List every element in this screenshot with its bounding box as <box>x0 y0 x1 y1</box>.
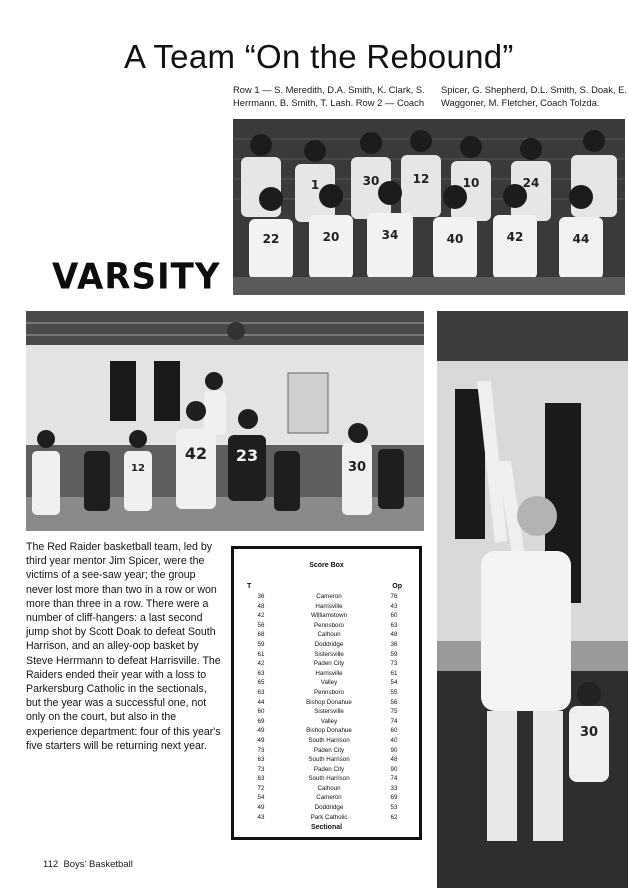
jump-shot-image <box>437 311 628 888</box>
opponent-score: 43 <box>390 602 398 610</box>
score-row <box>234 813 419 823</box>
opponent-score: 36 <box>390 640 398 648</box>
score-box-footer: Sectional <box>310 824 343 831</box>
opponent-score: 76 <box>390 593 398 600</box>
opponent-name: Park Catholic <box>310 813 348 821</box>
opponent-name: Williamstown <box>310 612 348 620</box>
opponent-score: 40 <box>390 736 398 744</box>
score-row <box>234 688 419 698</box>
opponent-name: Paden City <box>313 765 345 773</box>
jersey-number: 30 <box>362 174 380 188</box>
jersey-number: 22 <box>262 232 280 246</box>
team-score: 49 <box>257 727 265 735</box>
opponent-name: Paden City <box>313 660 345 668</box>
opponent-name: Valley <box>320 679 338 687</box>
score-row <box>234 717 419 727</box>
game-action-photo <box>26 311 424 531</box>
opponent-score: 90 <box>390 746 398 754</box>
team-score: 36 <box>257 593 265 600</box>
opponent-name: Calhoun <box>317 631 341 639</box>
team-score: 56 <box>257 621 265 629</box>
score-row <box>234 621 419 631</box>
team-score: 42 <box>257 612 265 620</box>
score-row <box>234 669 419 679</box>
jersey-number: 34 <box>381 228 399 242</box>
page-footer <box>43 859 133 870</box>
opponent-score: 75 <box>390 708 398 716</box>
opponent-score: 63 <box>390 621 398 629</box>
page-number: 112 <box>43 859 59 870</box>
opponent-score: 60 <box>390 612 398 620</box>
score-row <box>234 765 419 775</box>
score-row <box>234 592 419 602</box>
team-score: 63 <box>257 775 265 783</box>
opponent-name: South Harrison <box>308 756 350 764</box>
team-score: 61 <box>257 650 265 658</box>
score-box-header-team: T <box>247 583 252 590</box>
opponent-score: 73 <box>390 660 398 668</box>
opponent-name: Sistersville <box>314 650 344 658</box>
team-score: 65 <box>257 679 265 687</box>
jersey-number: 30 <box>579 725 599 740</box>
opponent-name: Calhoun <box>317 784 341 792</box>
article-body: The Red Raider basketball team, led by third year mentor Jim Spicer, were the victims of a see-saw year; the group never lost more than two in a row or won more than three in a row. There were a number of cliff-hangers: a last second jump shot by Scott Doak to defeat South Harrison, and an alley-oop basket by Steve Herrmann to defeat Harrisville. The Raiders ended their year with a loss to Parkersburg Catholic in the sectionals, but the year was a successful one, not only on the court, but also in the experience department: four of this year's five starters will be returning next year. <box>26 541 221 752</box>
page-title: A Team “On the Rebound” <box>124 38 514 75</box>
jersey-number: 12 <box>131 463 145 474</box>
opponent-name: Bishop Donahue <box>306 727 352 735</box>
score-row <box>234 793 419 803</box>
jersey-number: 1 <box>310 178 320 192</box>
jump-shot-photo <box>437 311 628 888</box>
jersey-number: 10 <box>462 176 480 190</box>
opponent-score: 54 <box>390 679 398 687</box>
opponent-name: Cameron <box>316 794 342 802</box>
team-score: 63 <box>257 756 265 764</box>
photo-caption-right: Spicer, G. Shepherd, D.L. Smith, S. Doak, E. Waggoner, M. Fletcher, Coach Tolzda. <box>441 84 628 108</box>
score-row <box>234 803 419 813</box>
score-row <box>234 659 419 669</box>
opponent-score: 69 <box>390 794 398 802</box>
opponent-score: 53 <box>390 804 398 812</box>
score-row <box>234 755 419 765</box>
score-row <box>234 611 419 621</box>
opponent-name: South Harrison <box>308 775 350 783</box>
score-row <box>234 602 419 612</box>
opponent-score: 74 <box>390 775 398 783</box>
score-row <box>234 726 419 736</box>
team-photo <box>233 119 625 295</box>
opponent-name: Pennsboro <box>314 688 344 696</box>
team-score: 42 <box>257 660 265 668</box>
opponent-score: 55 <box>390 688 398 696</box>
opponent-name: Valley <box>320 717 338 725</box>
team-score: 48 <box>257 602 265 610</box>
score-row <box>234 630 419 640</box>
score-box-rows <box>234 592 419 822</box>
score-row <box>234 746 419 756</box>
team-score: 43 <box>257 813 265 821</box>
team-score: 49 <box>257 804 265 812</box>
opponent-score: 48 <box>390 756 398 764</box>
opponent-name: Sistersville <box>314 708 344 716</box>
section-heading-varsity: VARSITY <box>52 256 221 298</box>
jersey-number: 40 <box>446 232 464 246</box>
team-score: 49 <box>257 736 265 744</box>
score-row <box>234 640 419 650</box>
score-box-header-opponent: Op <box>392 583 402 590</box>
team-photo-image <box>233 119 625 295</box>
score-row <box>234 784 419 794</box>
score-box-title: Score Box <box>309 562 344 569</box>
team-score: 73 <box>257 746 265 754</box>
score-row <box>234 736 419 746</box>
team-score: 54 <box>257 794 265 802</box>
team-score: 73 <box>257 765 265 773</box>
opponent-score: 60 <box>390 727 398 735</box>
team-score: 63 <box>257 669 265 677</box>
footer-section: Boys' Basketball <box>63 859 133 870</box>
team-score: 60 <box>257 708 265 716</box>
opponent-name: Cameron <box>316 593 342 600</box>
opponent-name: Harrisville <box>315 669 343 677</box>
opponent-score: 56 <box>390 698 398 706</box>
jersey-number: 42 <box>184 444 208 463</box>
score-row <box>234 774 419 784</box>
opponent-name: Doddridge <box>314 804 344 812</box>
opponent-score: 74 <box>390 717 398 725</box>
score-row <box>234 650 419 660</box>
jersey-number: 24 <box>522 176 540 190</box>
opponent-score: 48 <box>390 631 398 639</box>
team-score: 69 <box>257 717 265 725</box>
game-action-image <box>26 311 424 531</box>
score-row <box>234 678 419 688</box>
jersey-number: 44 <box>572 232 590 246</box>
opponent-name: Doddridge <box>314 640 344 648</box>
photo-caption-left: Row 1 — S. Meredith, D.A. Smith, K. Clark, S. Herrmann, B. Smith, T. Lash. Row 2 — Coach <box>233 84 425 108</box>
jersey-number: 12 <box>412 172 430 186</box>
opponent-score: 62 <box>390 813 398 821</box>
jersey-number: 20 <box>322 230 340 244</box>
jersey-number: 23 <box>235 446 259 465</box>
opponent-name: Pennsboro <box>314 621 344 629</box>
jersey-number: 30 <box>347 460 367 475</box>
jersey-number: 42 <box>506 230 524 244</box>
team-score: 68 <box>257 631 265 639</box>
opponent-name: Paden City <box>313 746 345 754</box>
team-score: 72 <box>257 784 265 792</box>
team-score: 63 <box>257 688 265 696</box>
team-score: 59 <box>257 640 265 648</box>
opponent-score: 90 <box>390 765 398 773</box>
team-score: 44 <box>257 698 265 706</box>
opponent-score: 59 <box>390 650 398 658</box>
opponent-score: 61 <box>390 669 398 677</box>
opponent-name: Harrisville <box>315 602 343 610</box>
opponent-name: South Harrison <box>308 736 350 744</box>
opponent-score: 33 <box>390 784 398 792</box>
score-box <box>231 546 422 840</box>
opponent-name: Bishop Donahue <box>306 698 352 706</box>
score-row <box>234 698 419 708</box>
score-row <box>234 707 419 717</box>
